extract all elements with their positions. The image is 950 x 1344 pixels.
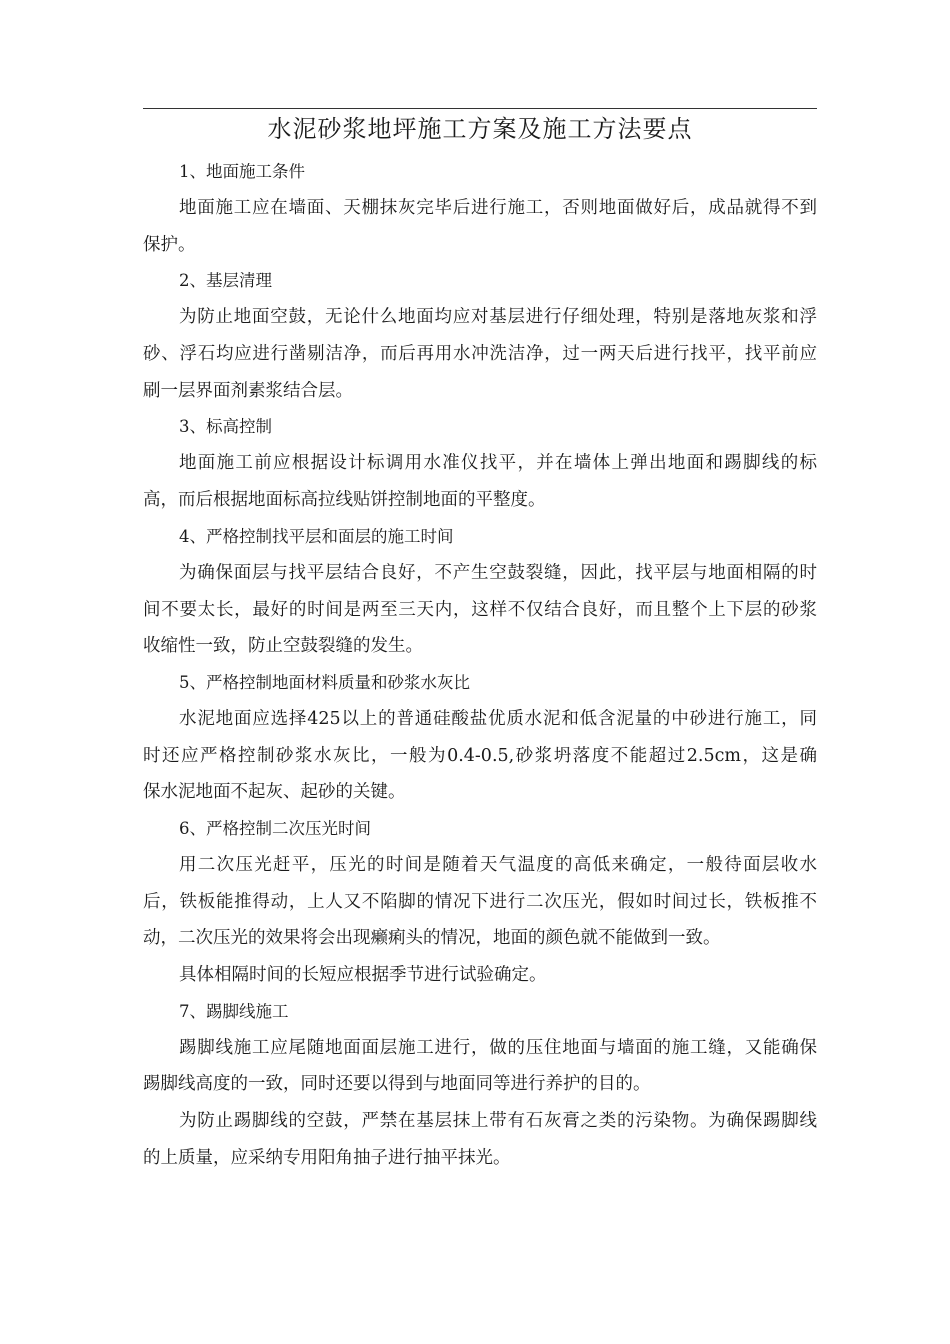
paragraph-line: 水泥地面应选择425以上的普通硅酸盐优质水泥和低含泥量的中砂进行施工，同 bbox=[179, 708, 817, 729]
paragraph-line: 的上质量，应采纳专用阳角抽子进行抽平抹光。 bbox=[143, 1147, 511, 1168]
section-heading: 7、踢脚线施工 bbox=[179, 1001, 289, 1021]
paragraph-line: 收缩性一致，防止空鼓裂缝的发生。 bbox=[143, 636, 423, 657]
paragraph-line: 为防止地面空鼓，无论什么地面均应对基层进行仔细处理，特别是落地灰浆和浮 bbox=[179, 307, 817, 328]
paragraph-line: 后，铁板能推得动，上人又不陷脚的情况下进行二次压光，假如时间过长，铁板推不 bbox=[143, 891, 817, 912]
paragraph-line: 动，二次压光的效果将会出现癞痢头的情况，地面的颜色就不能做到一致。 bbox=[143, 928, 721, 949]
paragraph-line: 高，而后根据地面标高拉线贴饼控制地面的平整度。 bbox=[143, 490, 546, 511]
section-paragraph bbox=[143, 701, 817, 811]
section-paragraph bbox=[143, 847, 817, 957]
section-heading: 4、严格控制找平层和面层的施工时间 bbox=[179, 526, 454, 546]
section-paragraph bbox=[143, 1030, 817, 1103]
section-paragraph bbox=[143, 1103, 817, 1176]
paragraph-line: 踢脚线高度的一致，同时还要以得到与地面同等进行养护的目的。 bbox=[143, 1074, 651, 1095]
section-heading: 2、基层清理 bbox=[179, 271, 272, 291]
section-heading: 5、严格控制地面材料质量和砂浆水灰比 bbox=[179, 672, 470, 692]
section-paragraph bbox=[143, 445, 817, 518]
paragraph-line: 砂、浮石均应进行凿剔洁净，而后再用水冲洗洁净，过一两天后进行找平，找平前应 bbox=[143, 344, 817, 365]
section-paragraph bbox=[143, 555, 817, 665]
paragraph-line: 踢脚线施工应尾随地面面层施工进行，做的压住地面与墙面的施工缝，又能确保 bbox=[179, 1037, 817, 1058]
paragraph-line: 保水泥地面不起灰、起砂的关键。 bbox=[143, 782, 406, 803]
header-rule bbox=[143, 108, 817, 109]
section-paragraph bbox=[143, 957, 817, 994]
paragraph-line: 为防止踢脚线的空鼓，严禁在基层抹上带有石灰膏之类的污染物。为确保踢脚线 bbox=[179, 1111, 817, 1132]
section-heading: 6、严格控制二次压光时间 bbox=[179, 818, 371, 838]
section-paragraph bbox=[143, 190, 817, 263]
paragraph-line: 地面施工前应根据设计标调用水准仪找平，并在墙体上弹出地面和踢脚线的标 bbox=[179, 453, 817, 474]
paragraph-line: 间不要太长，最好的时间是两至三天内，这样不仅结合良好，而且整个上下层的砂浆 bbox=[143, 599, 817, 620]
document-title: 水泥砂浆地坪施工方案及施工方法要点 bbox=[267, 115, 693, 143]
paragraph-line: 刷一层界面剂素浆结合层。 bbox=[143, 380, 353, 401]
section-heading: 1、地面施工条件 bbox=[179, 162, 305, 181]
paragraph-line: 用二次压光赶平，压光的时间是随着天气温度的高低来确定，一般待面层收水 bbox=[179, 854, 817, 875]
section-heading: 3、标高控制 bbox=[179, 417, 272, 437]
section-paragraph bbox=[143, 299, 817, 409]
paragraph-line: 保护。 bbox=[143, 234, 196, 255]
document-body bbox=[143, 154, 817, 1176]
paragraph-line: 地面施工应在墙面、天棚抹灰完毕后进行施工，否则地面做好后，成品就得不到 bbox=[179, 198, 817, 218]
paragraph-line: 时还应严格控制砂浆水灰比，一般为0.4-0.5,砂浆坍落度不能超过2.5cm，这是确 bbox=[143, 745, 817, 766]
paragraph-line: 具体相隔时间的长短应根据季节进行试验确定。 bbox=[179, 965, 547, 985]
paragraph-line: 为确保面层与找平层结合良好，不产生空鼓裂缝，因此，找平层与地面相隔的时 bbox=[179, 562, 817, 583]
